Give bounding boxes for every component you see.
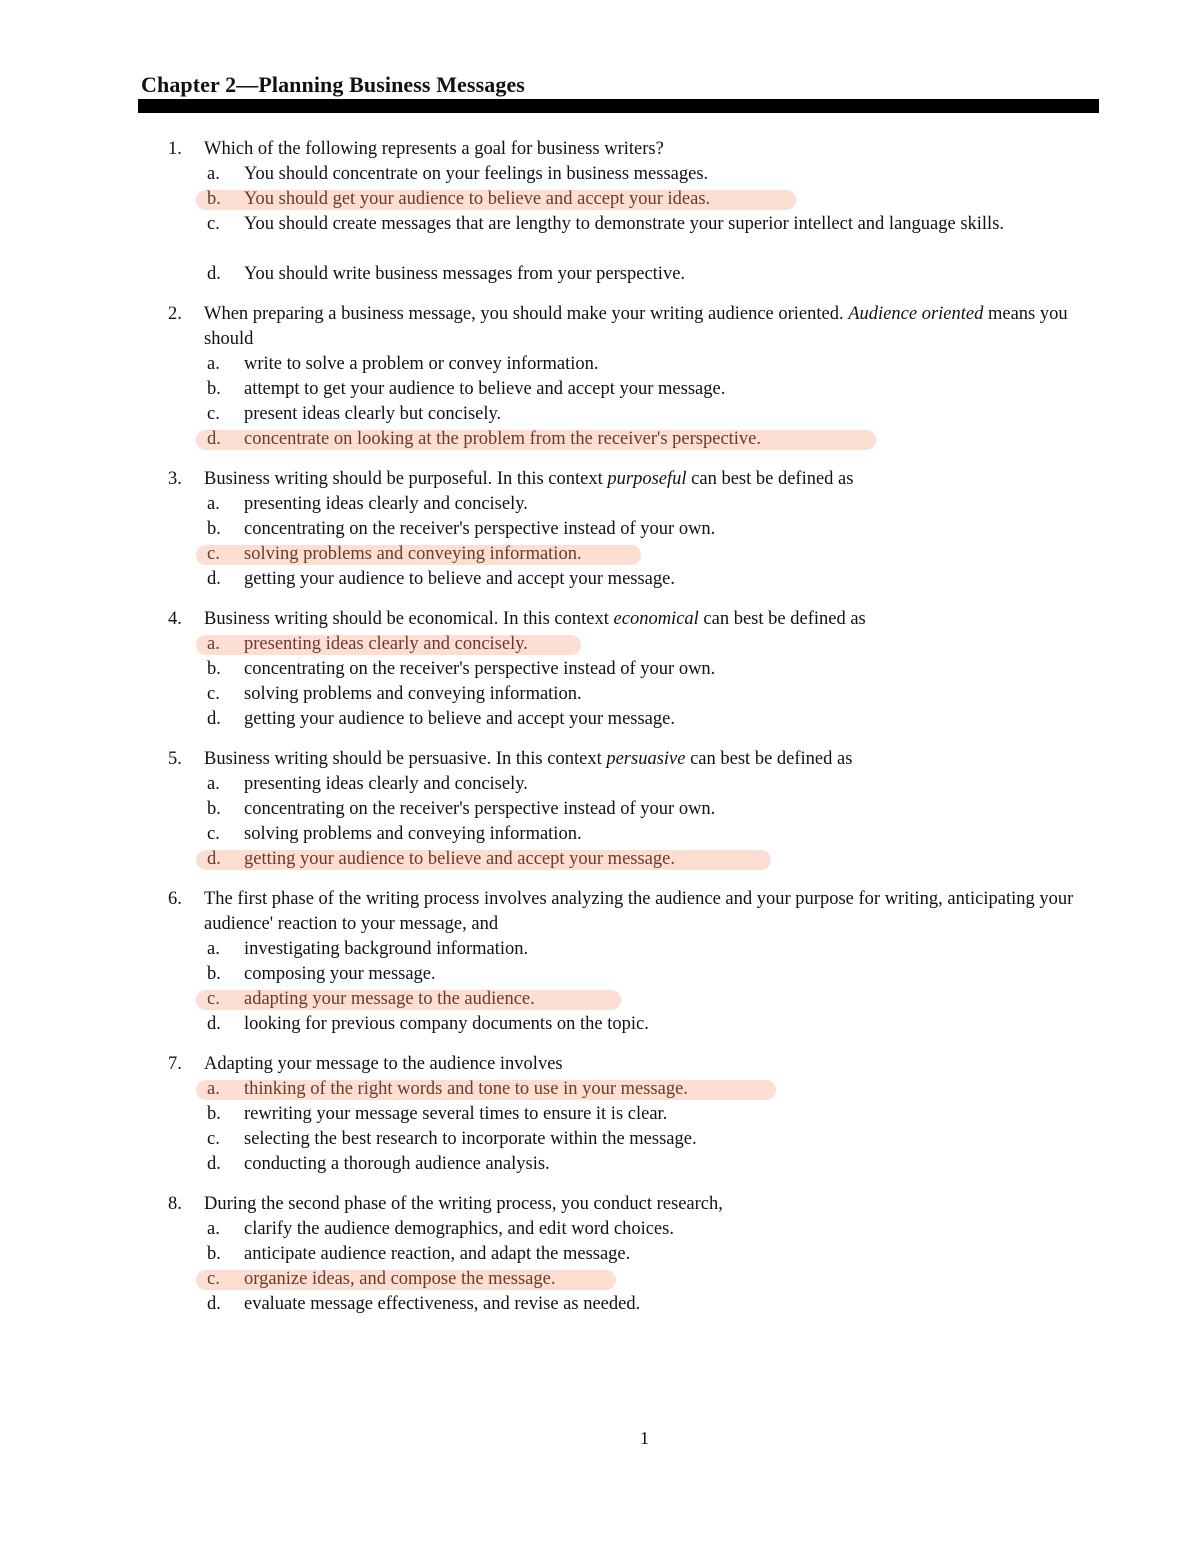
answer-option-d	[0, 1012, 1200, 1037]
option-text: getting your audience to believe and accept your message.	[244, 709, 675, 729]
question-7	[0, 1052, 1200, 1177]
question-stem-term: Audience oriented	[848, 304, 984, 324]
option-text: clarify the audience demographics, and edit word choices.	[244, 1219, 674, 1239]
option-letter: b.	[207, 964, 221, 984]
question-stem	[204, 1192, 1079, 1217]
option-text: You should get your audience to believe and accept your ideas.	[244, 189, 711, 209]
answer-option-d	[0, 427, 1200, 452]
question-5	[0, 747, 1200, 872]
question-stem-term: economical	[613, 609, 699, 629]
question-number: 6.	[168, 889, 182, 909]
question-stem-row	[0, 607, 1200, 632]
question-stem-text-end: means you should	[204, 304, 1068, 349]
option-letter: c.	[207, 684, 220, 704]
answer-option-c	[0, 987, 1200, 1012]
question-3	[0, 467, 1200, 592]
question-stem-row	[0, 1192, 1200, 1217]
option-letter: d.	[207, 264, 221, 284]
question-number: 4.	[168, 609, 182, 629]
answer-option-c	[0, 822, 1200, 847]
question-8	[0, 1192, 1200, 1317]
option-text: presenting ideas clearly and concisely.	[244, 494, 528, 514]
option-letter: b.	[207, 799, 221, 819]
option-letter: c.	[207, 214, 220, 234]
option-text: getting your audience to believe and accept your message.	[244, 849, 675, 869]
option-text: presenting ideas clearly and concisely.	[244, 634, 528, 654]
question-stem-text: Business writing should be persuasive. In this context	[204, 749, 607, 769]
question-number: 1.	[168, 139, 182, 159]
option-letter: c.	[207, 544, 220, 564]
answer-option-a	[0, 937, 1200, 962]
answer-option-b	[0, 962, 1200, 987]
question-stem-term: purposeful	[607, 469, 687, 489]
chapter-title: Chapter 2—Planning Business Messages	[141, 72, 525, 97]
answer-option-a	[0, 352, 1200, 377]
question-stem-row	[0, 747, 1200, 772]
question-stem-row	[0, 137, 1200, 162]
option-text: concentrating on the receiver's perspective instead of your own.	[244, 519, 716, 539]
answer-option-b	[0, 1242, 1200, 1267]
option-letter: a.	[207, 164, 220, 184]
option-text: solving problems and conveying information.	[244, 544, 582, 564]
answer-option-b	[0, 377, 1200, 402]
option-letter: c.	[207, 989, 220, 1009]
title-rule	[138, 99, 1099, 113]
question-stem-row	[0, 887, 1200, 937]
option-text: concentrate on looking at the problem from the receiver's perspective.	[244, 429, 762, 449]
question-stem	[204, 137, 1079, 162]
option-text: You should create messages that are lengthy to demonstrate your superior intellect and language skills.	[244, 214, 1005, 234]
answer-option-b	[0, 1102, 1200, 1127]
option-text: rewriting your message several times to ensure it is clear.	[244, 1104, 668, 1124]
answer-option-d	[0, 567, 1200, 592]
option-letter: b.	[207, 189, 221, 209]
answer-option-c	[0, 402, 1200, 427]
question-number: 7.	[168, 1054, 182, 1074]
answer-option-b	[0, 657, 1200, 682]
answer-option-b	[0, 797, 1200, 822]
option-text: organize ideas, and compose the message.	[244, 1269, 556, 1289]
question-1	[0, 137, 1200, 287]
answer-option-a	[0, 1077, 1200, 1102]
option-letter: b.	[207, 519, 221, 539]
answer-option-c	[0, 1267, 1200, 1292]
question-stem	[204, 747, 1079, 772]
question-number: 5.	[168, 749, 182, 769]
option-letter: b.	[207, 659, 221, 679]
option-letter: d.	[207, 1014, 221, 1034]
question-stem-text: Business writing should be purposeful. In this context	[204, 469, 608, 489]
option-text: looking for previous company documents on the topic.	[244, 1014, 649, 1034]
answer-option-a	[0, 162, 1200, 187]
answer-option-b	[0, 187, 1200, 212]
question-stem	[204, 887, 1079, 937]
answer-option-d	[0, 262, 1200, 287]
option-letter: c.	[207, 1269, 220, 1289]
answer-option-a	[0, 1217, 1200, 1242]
question-stem-text: During the second phase of the writing process, you conduct research,	[204, 1194, 723, 1214]
answer-option-c	[0, 542, 1200, 567]
option-text: thinking of the right words and tone to use in your message.	[244, 1079, 688, 1099]
answer-option-a	[0, 632, 1200, 657]
question-stem-text: Adapting your message to the audience involves	[204, 1054, 563, 1074]
question-stem-text: Which of the following represents a goal for business writers?	[204, 139, 664, 159]
question-4	[0, 607, 1200, 732]
option-text: You should write business messages from your perspective.	[244, 264, 686, 284]
option-letter: a.	[207, 1079, 220, 1099]
question-stem-text-end: can best be defined as	[686, 469, 854, 489]
option-text: composing your message.	[244, 964, 436, 984]
question-stem-text-end: can best be defined as	[698, 609, 866, 629]
option-letter: d.	[207, 429, 221, 449]
option-text: selecting the best research to incorporate within the message.	[244, 1129, 697, 1149]
option-letter: c.	[207, 1129, 220, 1149]
question-stem-row	[0, 1052, 1200, 1077]
answer-option-c	[0, 1127, 1200, 1152]
option-letter: d.	[207, 569, 221, 589]
question-number: 3.	[168, 469, 182, 489]
option-text: concentrating on the receiver's perspective instead of your own.	[244, 799, 716, 819]
option-text: solving problems and conveying information.	[244, 684, 582, 704]
option-letter: d.	[207, 849, 221, 869]
option-text: concentrating on the receiver's perspective instead of your own.	[244, 659, 716, 679]
option-letter: a.	[207, 774, 220, 794]
answer-option-d	[0, 1152, 1200, 1177]
question-6	[0, 887, 1200, 1037]
question-list	[0, 137, 1200, 1332]
option-text: getting your audience to believe and accept your message.	[244, 569, 675, 589]
option-letter: a.	[207, 939, 220, 959]
option-text: anticipate audience reaction, and adapt the message.	[244, 1244, 631, 1264]
option-letter: a.	[207, 634, 220, 654]
option-text: evaluate message effectiveness, and revise as needed.	[244, 1294, 641, 1314]
question-stem-text: Business writing should be economical. In this context	[204, 609, 614, 629]
question-stem	[204, 467, 1079, 492]
question-stem	[204, 302, 1079, 352]
option-letter: c.	[207, 824, 220, 844]
answer-option-c	[0, 682, 1200, 707]
answer-option-d	[0, 847, 1200, 872]
option-letter: a.	[207, 1219, 220, 1239]
page-number: 1	[640, 1428, 649, 1448]
option-letter: b.	[207, 1104, 221, 1124]
answer-option-a	[0, 492, 1200, 517]
question-stem-text: The first phase of the writing process involves analyzing the audience and your purpose for writing, anticipating your audience' reaction to your message, and	[204, 889, 1074, 934]
option-text: present ideas clearly but concisely.	[244, 404, 502, 424]
option-letter: a.	[207, 354, 220, 374]
option-letter: a.	[207, 494, 220, 514]
option-text: presenting ideas clearly and concisely.	[244, 774, 528, 794]
option-text: adapting your message to the audience.	[244, 989, 535, 1009]
question-stem-text: When preparing a business message, you should make your writing audience oriented.	[204, 304, 849, 324]
option-text: write to solve a problem or convey information.	[244, 354, 599, 374]
question-stem-row	[0, 467, 1200, 492]
question-stem-text-end: can best be defined as	[685, 749, 853, 769]
answer-option-d	[0, 1292, 1200, 1317]
option-text: You should concentrate on your feelings in business messages.	[244, 164, 709, 184]
question-number: 2.	[168, 304, 182, 324]
option-letter: b.	[207, 379, 221, 399]
answer-option-b	[0, 517, 1200, 542]
option-text: solving problems and conveying information.	[244, 824, 582, 844]
option-letter: b.	[207, 1244, 221, 1264]
option-letter: c.	[207, 404, 220, 424]
answer-option-c	[0, 212, 1200, 262]
question-stem-term: persuasive	[606, 749, 686, 769]
question-number: 8.	[168, 1194, 182, 1214]
option-text: attempt to get your audience to believe and accept your message.	[244, 379, 726, 399]
question-stem-row	[0, 302, 1200, 352]
option-letter: d.	[207, 1294, 221, 1314]
option-text: conducting a thorough audience analysis.	[244, 1154, 550, 1174]
question-stem	[204, 607, 1079, 632]
answer-option-d	[0, 707, 1200, 732]
question-2	[0, 302, 1200, 452]
answer-option-a	[0, 772, 1200, 797]
question-stem	[204, 1052, 1079, 1077]
option-letter: d.	[207, 1154, 221, 1174]
option-letter: d.	[207, 709, 221, 729]
option-text: investigating background information.	[244, 939, 529, 959]
